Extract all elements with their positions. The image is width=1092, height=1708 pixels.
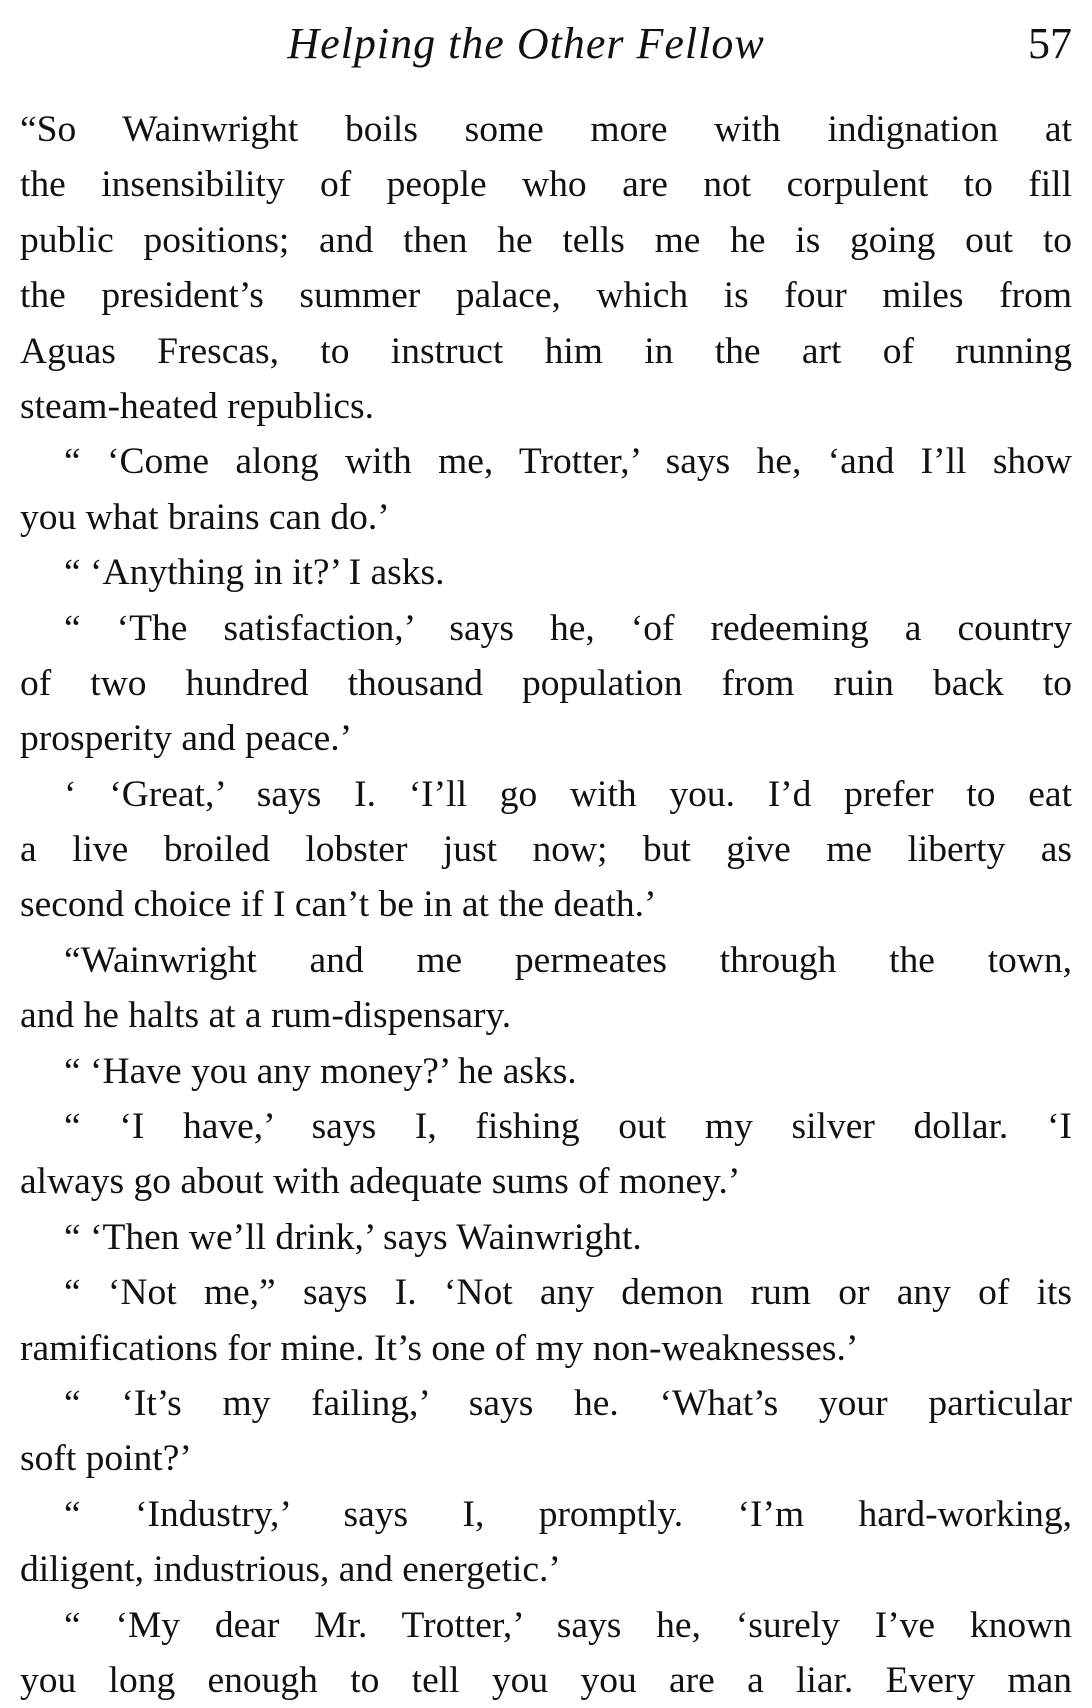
text-line: ‘ ‘Great,’ says I. ‘I’ll go with you. I’d prefer to eat <box>64 773 1072 815</box>
text-line: “ ‘The satisfaction,’ says he, ‘of redeeming a country <box>64 607 1072 649</box>
text-line: of two hundred thousand population from ruin back to <box>20 662 1072 704</box>
running-title: Helping the Other Fellow <box>287 19 765 68</box>
text-line: “ ‘It’s my failing,’ says he. ‘What’s your particular <box>64 1382 1072 1424</box>
text-line: “ ‘Come along with me, Trotter,’ says he, ‘and I’ll show <box>64 441 1072 483</box>
text-line: soft point?’ <box>20 1438 192 1480</box>
text-line: “ ‘My dear Mr. Trotter,’ says he, ‘surely I’ve known <box>64 1604 1072 1646</box>
book-page <box>20 14 1072 1701</box>
text-line: the insensibility of people who are not corpulent to fill <box>20 164 1072 206</box>
page-number: 57 <box>1028 19 1072 68</box>
text-line: second choice if I can’t be in at the death.’ <box>20 884 657 926</box>
text-line: always go about with adequate sums of money.’ <box>20 1161 741 1203</box>
text-line: “ ‘Not me,” says I. ‘Not any demon rum or any of its <box>64 1272 1072 1314</box>
text-line: diligent, industrious, and energetic.’ <box>20 1549 561 1591</box>
text-line: “Wainwright and me permeates through the town, <box>64 939 1072 981</box>
text-line: ramifications for mine. It’s one of my non-weaknesses.’ <box>20 1327 859 1369</box>
text-line: and he halts at a rum-dispensary. <box>20 995 512 1037</box>
text-line: you what brains can do.’ <box>20 496 390 538</box>
text-line: “So Wainwright boils some more with indignation at <box>20 109 1072 150</box>
text-line: steam-heated republics. <box>20 385 375 427</box>
text-line: you long enough to tell you you are a liar. Every man <box>20 1659 1072 1701</box>
running-head <box>20 14 1072 84</box>
text-line: “ ‘Have you any money?’ he asks. <box>64 1050 577 1092</box>
text-line: a live broiled lobster just now; but give me liberty as <box>20 829 1072 871</box>
text-line: “ ‘I have,’ says I, fishing out my silver dollar. ‘I <box>64 1106 1072 1148</box>
text-line: public positions; and then he tells me he is going out to <box>20 219 1072 261</box>
body-text <box>20 102 1072 1708</box>
text-line: prosperity and peace.’ <box>20 718 353 760</box>
text-line: “ ‘Anything in it?’ I asks. <box>64 552 445 594</box>
text-line: the president’s summer palace, which is four miles from <box>20 275 1072 317</box>
text-line: Aguas Frescas, to instruct him in the art of running <box>20 330 1072 372</box>
text-line: “ ‘Industry,’ says I, promptly. ‘I’m hard-working, <box>64 1493 1072 1535</box>
text-line: “ ‘Then we’ll drink,’ says Wainwright. <box>64 1216 642 1258</box>
